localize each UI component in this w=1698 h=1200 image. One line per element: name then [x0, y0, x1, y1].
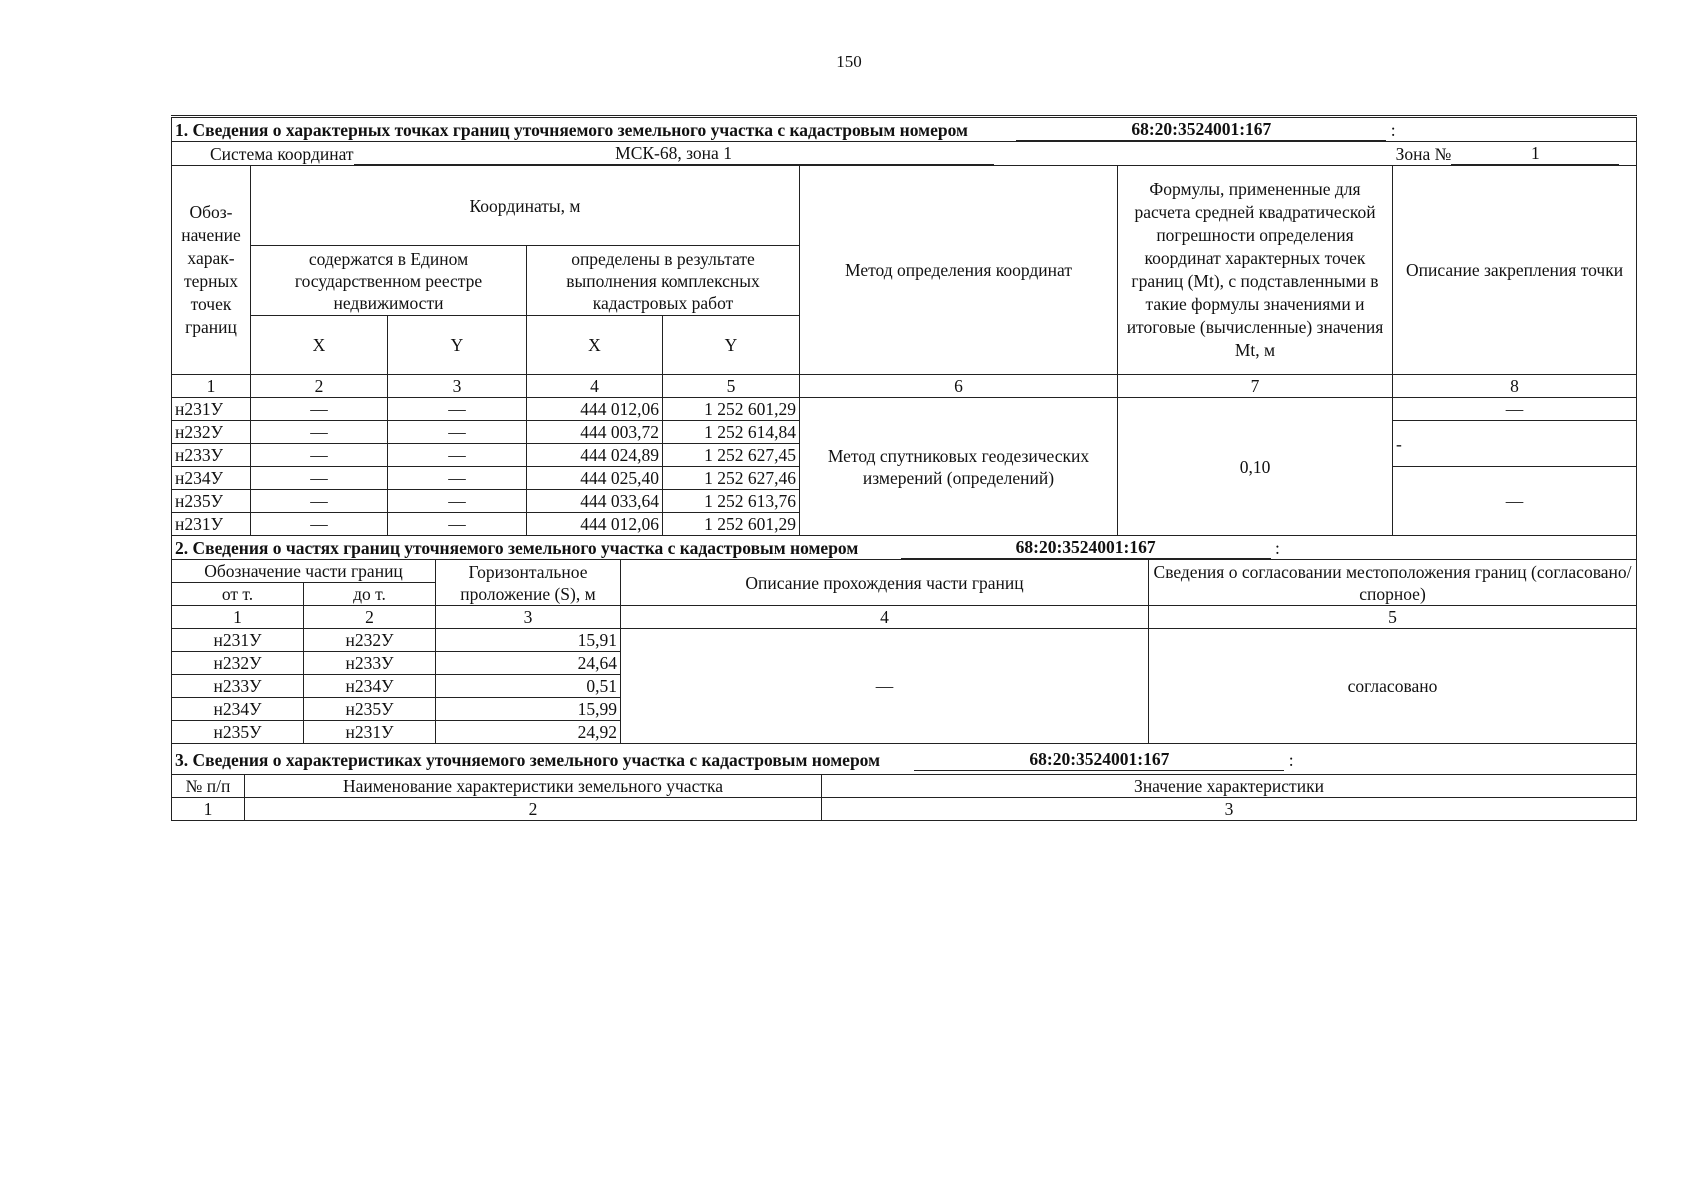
header-characteristic-name: Наименование характеристики земельного участка: [245, 775, 822, 798]
registry-x: —: [251, 513, 388, 536]
section3-title: 3. Сведения о характеристиках уточняемого земельного участка с кадастровым номером: [175, 749, 881, 770]
col-number: 4: [621, 606, 1149, 629]
coord-y: 1 252 627,46: [663, 467, 800, 490]
section3-colon: :: [1288, 749, 1294, 770]
registry-x: —: [251, 467, 388, 490]
header-determined: определены в результате выполнения комплексных кадастровых работ: [527, 246, 800, 316]
col-number: 1: [172, 798, 245, 821]
table-row: [172, 398, 1637, 421]
zone-label: Зона №: [1395, 144, 1452, 164]
to-point: н232У: [304, 629, 436, 652]
header-in-registry: содержатся в Едином государственном реестре недвижимости: [251, 246, 527, 316]
col-number: 2: [245, 798, 822, 821]
point-designation: н233У: [172, 444, 251, 467]
coord-x: 444 033,64: [527, 490, 663, 513]
header-point-designation: Обоз- начение харак- терных точек границ: [172, 166, 251, 375]
registry-y: —: [388, 490, 527, 513]
from-point: н233У: [172, 675, 304, 698]
mt-value: 0,10: [1118, 398, 1393, 536]
method-value: Метод спутниковых геодезических измерений (определений): [800, 398, 1118, 536]
section1-colon: :: [1390, 120, 1396, 140]
table-row: [172, 629, 1637, 652]
section1-column-numbers: [172, 375, 1637, 398]
header-description: Описание прохождения части границ: [621, 560, 1149, 606]
coord-y: 1 252 613,76: [663, 490, 800, 513]
col-number: 2: [251, 375, 388, 398]
page-number: 150: [836, 52, 862, 71]
header-from: от т.: [172, 583, 304, 606]
description-value: —: [621, 629, 1149, 744]
coord-x: 444 003,72: [527, 421, 663, 444]
header-characteristic-value: Значение характеристики: [822, 775, 1637, 798]
from-point: н232У: [172, 652, 304, 675]
section3-cadastral-number: 68:20:3524001:167: [914, 748, 1284, 771]
registry-x: —: [251, 421, 388, 444]
point-designation: н231У: [172, 513, 251, 536]
point-designation: н232У: [172, 421, 251, 444]
header-agreement: Сведения о согласовании местоположения границ (согласовано/спорное): [1149, 560, 1637, 606]
coord-x: 444 024,89: [527, 444, 663, 467]
horizontal-distance: 24,92: [436, 721, 621, 744]
header-formulas: Формулы, примененные для расчета средней квадратической погрешности определения координат характерных точек границ (Mt), с подставленными в такие формулы значениями и итоговые (вычисленные) значения Mt, м: [1118, 166, 1393, 375]
section2-title: 2. Сведения о частях границ уточняемого земельного участка с кадастровым номером: [175, 538, 859, 558]
point-designation: н231У: [172, 398, 251, 421]
horizontal-distance: 24,64: [436, 652, 621, 675]
horizontal-distance: 15,99: [436, 698, 621, 721]
horizontal-distance: 15,91: [436, 629, 621, 652]
col-number: 3: [822, 798, 1637, 821]
registry-y: —: [388, 513, 527, 536]
col-number: 5: [663, 375, 800, 398]
section1-title: 1. Сведения о характерных точках границ уточняемого земельного участка с кадастровым номером: [175, 120, 968, 140]
cadastral-document: [171, 115, 1636, 821]
section2-colon: :: [1275, 538, 1280, 558]
section3-title-row: [172, 744, 1637, 775]
registry-y: —: [388, 444, 527, 467]
header-num: № п/п: [172, 775, 245, 798]
col-number: 3: [388, 375, 527, 398]
header-y-determined: Y: [663, 316, 800, 375]
registry-x: —: [251, 444, 388, 467]
coord-system-label: Система координат: [210, 144, 354, 164]
section2-table: [171, 536, 1637, 744]
horizontal-distance: 0,51: [436, 675, 621, 698]
header-method: Метод определения координат: [800, 166, 1118, 375]
header-y-registry: Y: [388, 316, 527, 375]
to-point: н231У: [304, 721, 436, 744]
coord-y: 1 252 614,84: [663, 421, 800, 444]
header-fixing: Описание закрепления точки: [1393, 166, 1637, 375]
col-number: 1: [172, 375, 251, 398]
section3-table: [171, 744, 1637, 821]
point-designation: н235У: [172, 490, 251, 513]
header-horizontal: Горизонтальное проложение (S), м: [436, 560, 621, 606]
col-number: 7: [1118, 375, 1393, 398]
fixing-value: -: [1393, 421, 1637, 467]
registry-x: —: [251, 398, 388, 421]
section2-column-numbers: [172, 606, 1637, 629]
coord-y: 1 252 601,29: [663, 513, 800, 536]
header-to: до т.: [304, 583, 436, 606]
section3-column-numbers: [172, 798, 1637, 821]
col-number: 4: [527, 375, 663, 398]
header-part-designation: Обозначение части границ: [172, 560, 436, 583]
col-number: 5: [1149, 606, 1637, 629]
zone-value: 1: [1451, 142, 1619, 165]
to-point: н235У: [304, 698, 436, 721]
section2-title-row: [172, 536, 1637, 560]
from-point: н234У: [172, 698, 304, 721]
to-point: н234У: [304, 675, 436, 698]
header-coordinates: Координаты, м: [251, 166, 800, 246]
section1-title-row: [172, 117, 1637, 142]
registry-x: —: [251, 490, 388, 513]
col-number: 3: [436, 606, 621, 629]
coord-y: 1 252 601,29: [663, 398, 800, 421]
col-number: 8: [1393, 375, 1637, 398]
header-x-registry: X: [251, 316, 388, 375]
point-designation: н234У: [172, 467, 251, 490]
col-number: 1: [172, 606, 304, 629]
header-x-determined: X: [527, 316, 663, 375]
coord-x: 444 025,40: [527, 467, 663, 490]
from-point: н231У: [172, 629, 304, 652]
from-point: н235У: [172, 721, 304, 744]
coord-system-row: [172, 142, 1637, 166]
coord-system-value: МСК-68, зона 1: [354, 142, 994, 165]
col-number: 6: [800, 375, 1118, 398]
to-point: н233У: [304, 652, 436, 675]
fixing-value: —: [1393, 398, 1637, 421]
section1-table: [171, 115, 1637, 536]
coord-x: 444 012,06: [527, 513, 663, 536]
coord-y: 1 252 627,45: [663, 444, 800, 467]
fixing-value: —: [1393, 467, 1637, 536]
section2-cadastral-number: 68:20:3524001:167: [901, 536, 1271, 559]
registry-y: —: [388, 467, 527, 490]
registry-y: —: [388, 398, 527, 421]
col-number: 2: [304, 606, 436, 629]
registry-y: —: [388, 421, 527, 444]
agreement-value: согласовано: [1149, 629, 1637, 744]
coord-x: 444 012,06: [527, 398, 663, 421]
section1-cadastral-number: 68:20:3524001:167: [1016, 118, 1386, 141]
